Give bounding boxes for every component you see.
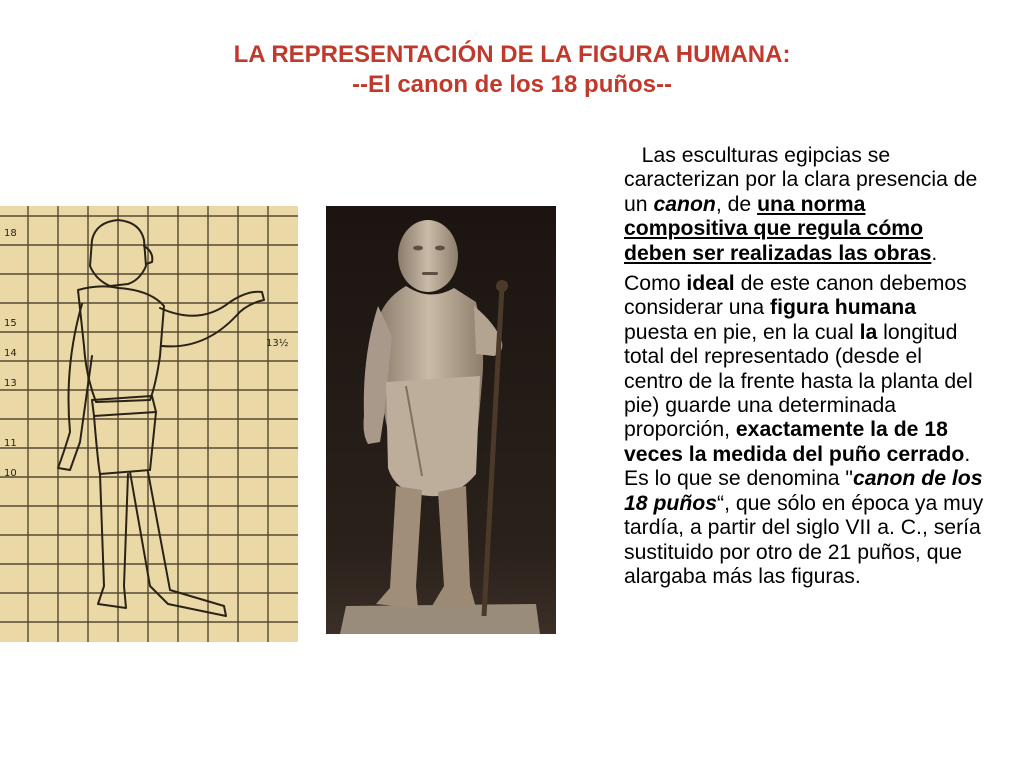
p2-seg-3: figura humana bbox=[770, 296, 917, 320]
title-line-1: LA REPRESENTACIÓN DE LA FIGURA HUMANA: bbox=[233, 41, 791, 68]
p2-seg-0: Como bbox=[624, 272, 687, 296]
egyptian-statue-photo-icon bbox=[326, 206, 556, 634]
paragraph-2 bbox=[624, 272, 984, 589]
p2-seg-2: de este canon debemos considerar una bbox=[624, 272, 967, 320]
svg-text:18: 18 bbox=[4, 228, 17, 239]
title-line-2: --El canon de los 18 puños-- bbox=[351, 71, 673, 98]
p1-seg-0: Las esculturas egipcias se caracterizan por la clara presencia de un bbox=[624, 144, 978, 216]
body-text bbox=[624, 144, 984, 589]
p2-seg-7: exactamente la de 18 veces la medida del puño cerrado bbox=[624, 418, 965, 466]
paragraph-1 bbox=[624, 144, 984, 266]
svg-text:15: 15 bbox=[4, 318, 17, 329]
p1-seg-4: . bbox=[931, 241, 938, 265]
svg-text:11: 11 bbox=[4, 438, 17, 449]
p2-seg-5: la bbox=[859, 320, 878, 344]
slide-title bbox=[100, 40, 924, 100]
grid-figure-drawing-icon bbox=[0, 206, 298, 642]
p2-seg-10: “, que sólo en época ya muy tardía, a partir del siglo VII a. C., sería sustituido por otro de 21 puños, que alargaba más las figuras. bbox=[624, 491, 984, 588]
p1-seg-3: una norma compositiva que regula cómo deben ser realizadas las obras bbox=[624, 192, 932, 265]
p2-seg-1: ideal bbox=[686, 272, 735, 296]
svg-text:13: 13 bbox=[4, 378, 17, 389]
p2-seg-8: . Es lo que se denomina " bbox=[624, 442, 971, 491]
svg-text:10: 10 bbox=[4, 468, 17, 479]
p1-seg-1: canon bbox=[653, 192, 716, 216]
p2-seg-4: puesta en pie, en la cual bbox=[624, 320, 860, 344]
p1-seg-2: , de bbox=[715, 192, 758, 216]
p2-seg-6: longitud total del representado (desde el centro de la frente hasta la planta del pie) guarde una determinada proporción, bbox=[624, 320, 973, 442]
svg-text:13½: 13½ bbox=[266, 338, 289, 349]
p2-seg-9: canon de los 18 puños bbox=[624, 467, 983, 515]
svg-text:14: 14 bbox=[4, 348, 17, 359]
